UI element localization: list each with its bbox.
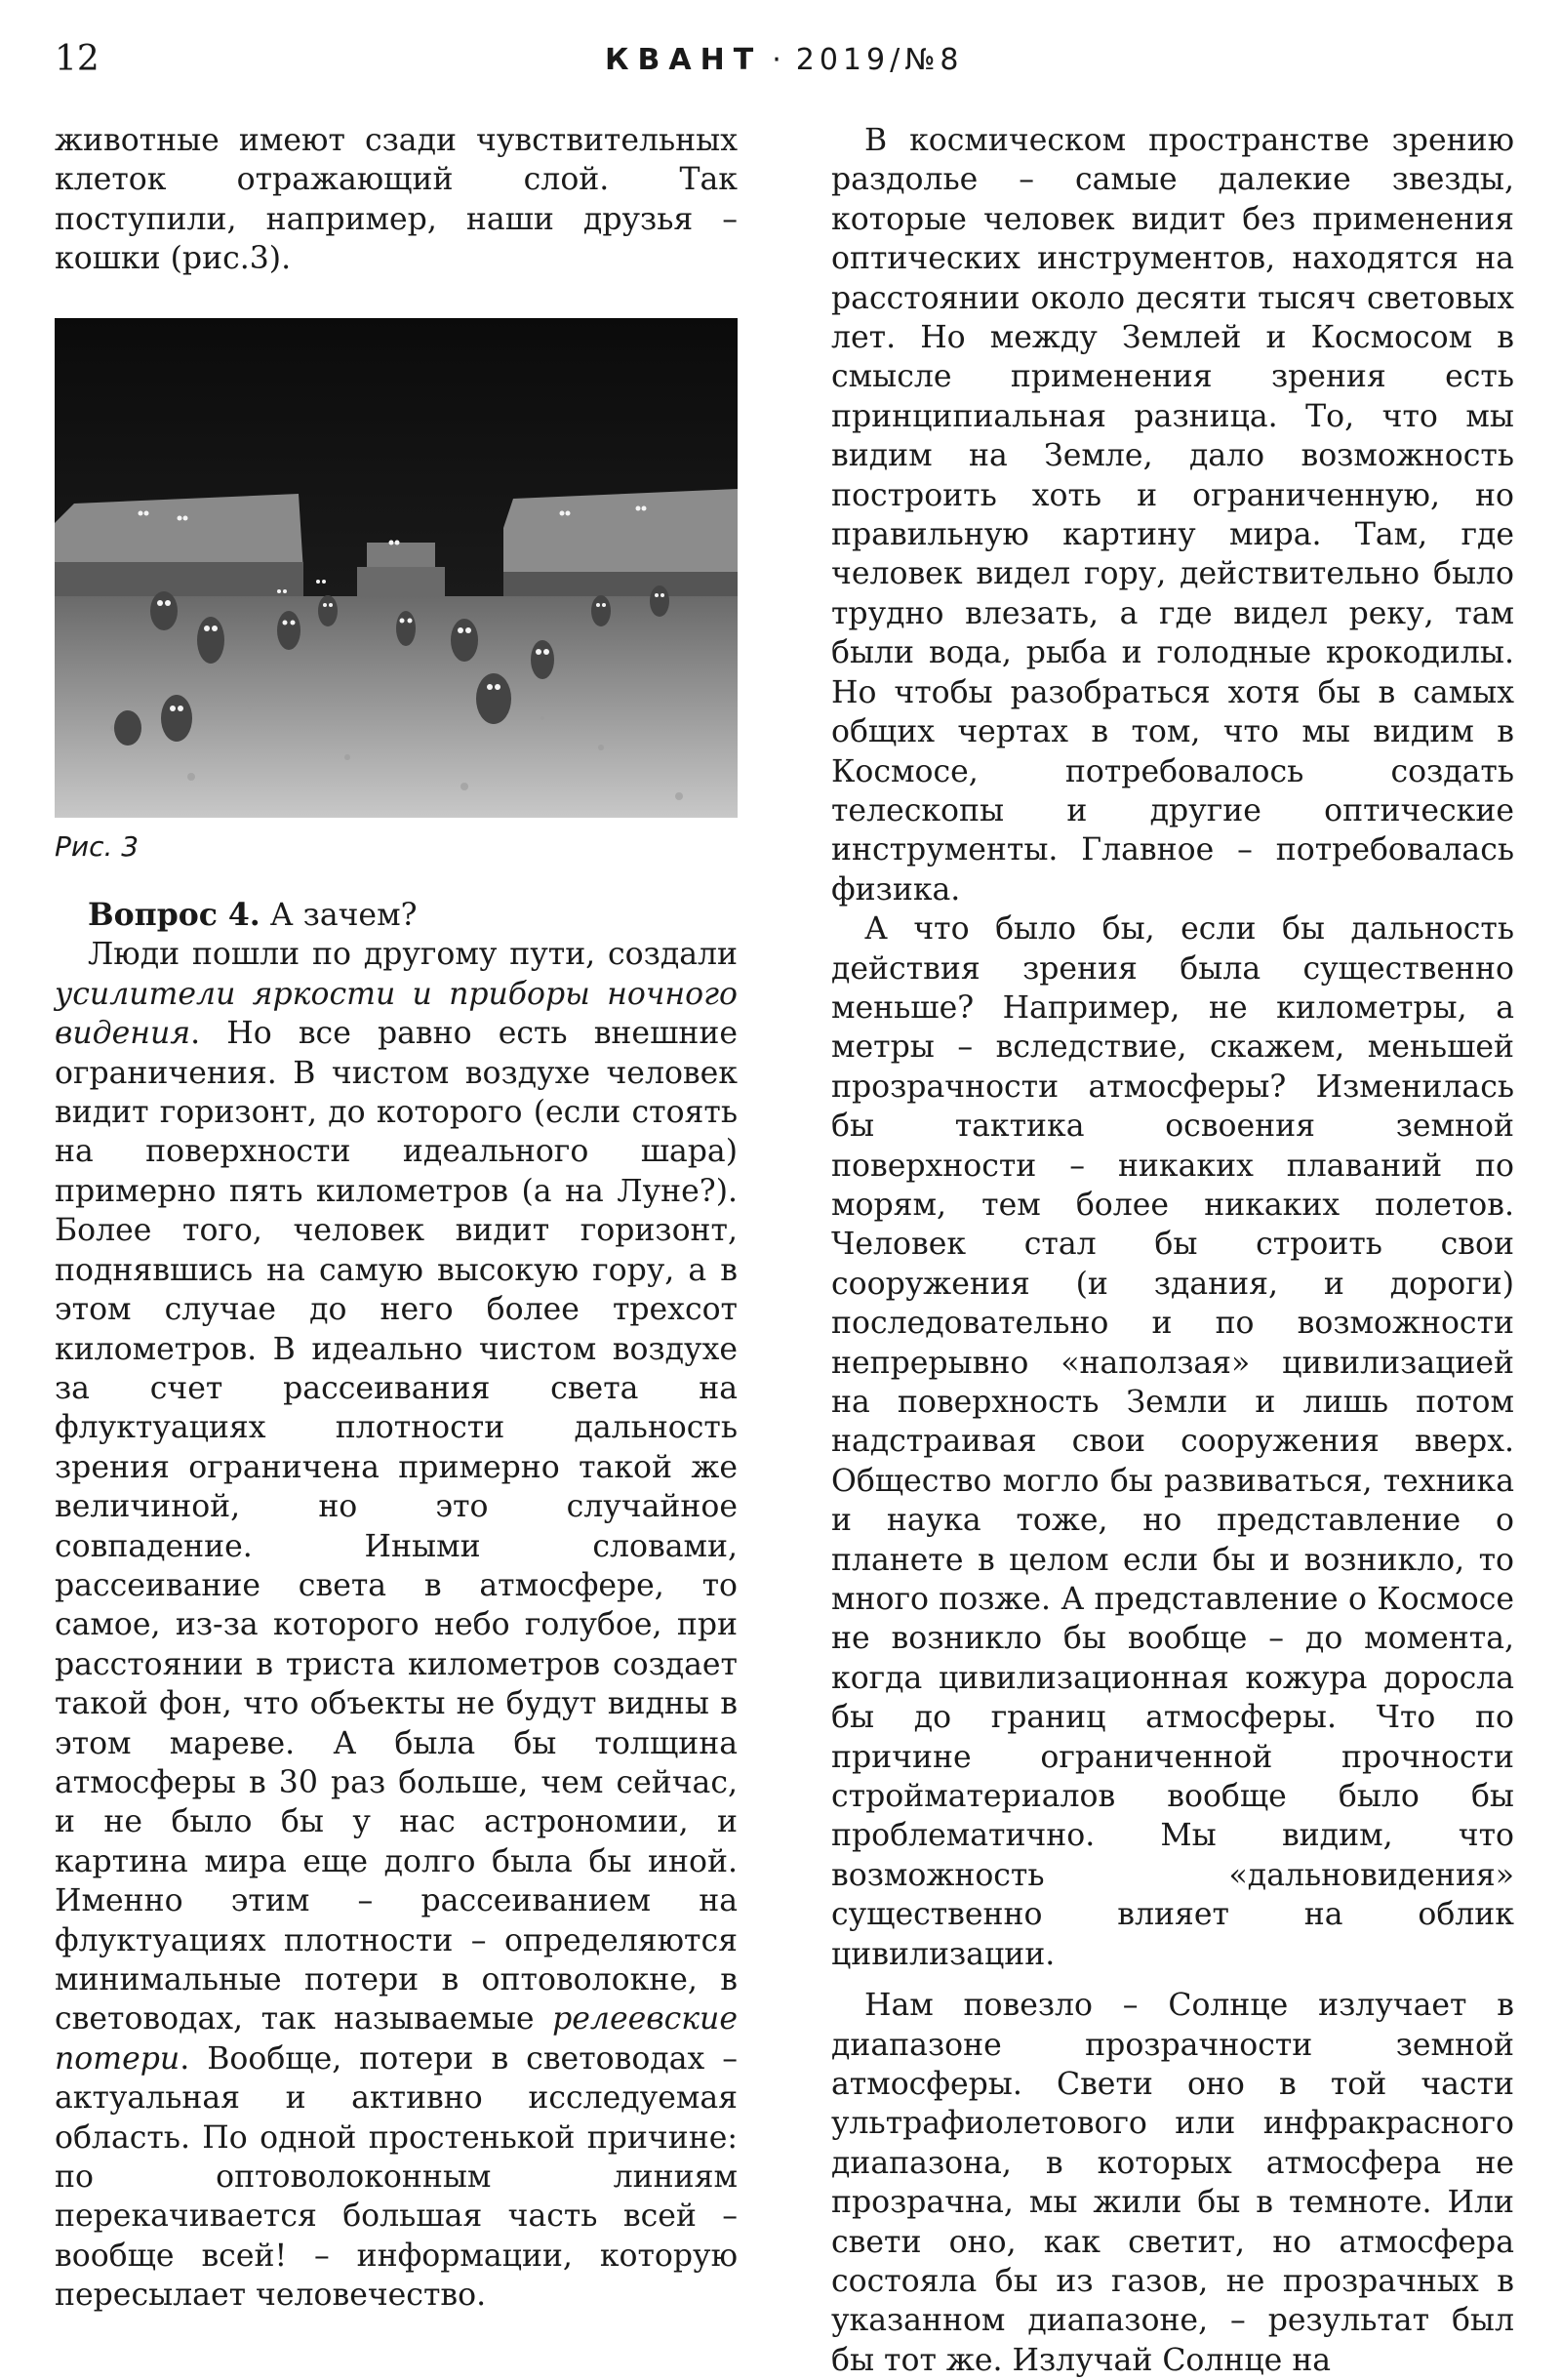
left-paragraph-1: животные имеют сзади чувствительных клеток отражающий слой. Так поступили, например, наши друзья – кошки (рис.3).: [55, 123, 738, 277]
left-paragraph-2-emphasis-2: релеевские потери: [55, 2001, 738, 2077]
left-paragraph-2-part-c: . Вообще, потери в световодах – актуальная и активно исследуемая область. По одной простенькой причине: по оптоволоконным линиям перекачивается большая часть всей – вообще всей! – информации, которую пересылает человечество.: [55, 2040, 738, 2314]
figure-3-photo: [55, 318, 738, 818]
question-heading: [55, 896, 738, 935]
right-paragraph-2: А что было бы, если бы дальность действия зрения была существенно меньше? Например, не километры, а метры – вследствие, скажем, меньшей прозрачности атмосферы? Изменилась бы тактика освоения земной поверхности – никаких плаваний по морям, тем более никаких полетов. Человек стал бы строить свои сооружения (и здания, и дороги) последовательно и по возможности непрерывно «наползая» цивилизацией на поверхность Земли и лишь потом надстраивая свои сооружения вверх. Общество могло бы развиваться, техника и наука тоже, но представление о планете в целом если бы и возникло, то много позже. А представление о Космосе не возникло бы вообще – до момента, когда цивилизационная кожура доросла бы до границ атмосферы. Что по причине ограниченной прочности стройматериалов вообще было бы проблематично. Мы видим, что возможность «дальновидения» существенно влияет на облик цивилизации.: [831, 911, 1514, 1972]
left-paragraph-2-part-a: Люди пошли по другому пути, создали: [88, 937, 738, 973]
question-text: А зачем?: [260, 898, 418, 934]
running-head: [605, 43, 963, 77]
header-separator: ·: [772, 43, 786, 77]
right-paragraph-1: В космическом пространстве зрению раздолье – самые далекие звезды, которые человек видит без применения оптических инструментов, находятся на расстоянии около десяти тысяч световых лет. Но между Землей и Космосом в смысле применения зрения есть принципиальная разница. То, что мы видим на Земле, дало возможность построить хоть и ограниченную, но правильную картину мира. Там, где человек видел гору, действительно было трудно влезать, а где видел реку, там были вода, рыба и голодные крокодилы. Но чтобы разобраться хотя бы в самых общих чертах в том, что мы видим в Космосе, потребовалось создать телескопы и другие оптические инструменты. Главное – потребовалась физика.: [831, 123, 1514, 908]
cats-at-night-image: [55, 318, 738, 818]
right-column: [831, 121, 1514, 2380]
figure-caption: Рис. 3: [55, 829, 140, 863]
left-paragraph-2-part-b: . Но все равно есть внешние ограничения. В чистом воздухе человек видит горизонт, до которого (если стоять на поверхности идеального шара) примерно пять километров (а на Луне?). Более того, человек видит горизонт, поднявшись на самую высокую гору, а в этом случае до него более трехсот километров. В идеально чистом воздухе за счет рассеивания света на флуктуациях плотности дальность зрения ограничена примерно такой же величиной, но это случайное совпадение. Иными словами, рассеивание света в атмосфере, то самое, из-за которого небо голубое, при расстоянии в триста километров создает такой фон, что объекты не будут видны в этом мареве. А была бы толщина атмосферы в 30 раз больше, чем сейчас, и не было бы у нас астрономии, и картина мира еще долго была бы иной. Именно этим – рассеиванием на флуктуациях плотности – определяются минимальные потери в оптоволокне, в световодах, так называемые: [55, 1016, 738, 2037]
left-paragraph-2: [55, 935, 738, 2315]
question-label: Вопрос 4.: [88, 897, 260, 934]
page-number: 12: [55, 39, 100, 79]
left-column: [55, 121, 738, 2316]
left-paragraph-2-emphasis-1: усилители яркости и приборы ночного видения: [55, 976, 738, 1052]
magazine-title: КВАНТ: [605, 43, 763, 77]
right-paragraph-3: Нам повезло – Солнце излучает в диапазоне прозрачности земной атмосферы. Свети оно в той части ультрафиолетового или инфракрасного диапазона, в которых атмосфера не прозрачна, мы жили бы в темноте. Или свети оно, как светит, но атмосфера состояла бы из газов, не прозрачных в указанном диапазоне, – результат был бы тот же. Излучай Солнце на: [831, 1988, 1514, 2378]
issue-number: 2019/№8: [795, 43, 964, 77]
